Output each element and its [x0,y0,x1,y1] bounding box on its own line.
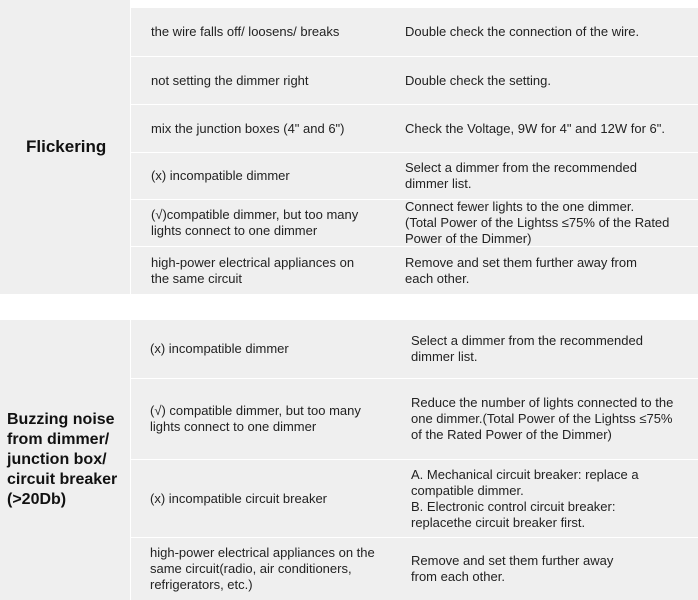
fix-text: A. Mechanical circuit breaker: replace a compatible dimmer. B. Electronic control circuit breaker: replacethe circuit breaker first. [411,466,639,530]
fix-cell [390,153,698,199]
fix-text: Select a dimmer from the recommended dimmer list. [411,333,643,364]
cause-text: (x) incompatible dimmer [151,168,290,183]
fix-cell [390,200,698,246]
cause-cell [131,538,389,600]
cause-text: (x) incompatible dimmer [150,341,289,356]
cause-cell [131,320,389,378]
cause-text: (x) incompatible circuit breaker [150,490,328,506]
fix-text: Double check the setting. [405,72,551,88]
cause-cell [131,57,389,104]
fix-cell [390,460,698,537]
section-label-cell [0,320,130,600]
table-row [131,153,698,199]
cause-text: not setting the dimmer right [151,72,309,88]
cause-cell [131,460,389,537]
table-row [131,57,698,104]
fix-cell [390,8,698,56]
cause-text: high-power electrical appliances on the same circuit(radio, air conditioners, refrigerators, etc.) [150,545,375,592]
cause-cell [131,200,389,246]
fix-cell [390,105,698,152]
fix-cell [390,247,698,294]
table-row [131,8,698,56]
cause-text: high-power electrical appliances on the same circuit [151,254,355,286]
cause-cell [131,379,389,459]
cause-text: (√)compatible dimmer, but too many lights connect to one dimmer [151,207,359,238]
cause-cell [131,8,389,56]
fix-text: Connect fewer lights to the one dimmer. (Total Power of the Lightss ≤75% of the Rated Power of the Dimmer) [405,199,670,246]
fix-text: Remove and set them further away from each other. [405,254,637,286]
table-row [131,460,698,537]
flickering-section [0,0,698,294]
table-row [131,538,698,600]
table-row [131,105,698,152]
cause-text: the wire falls off/ loosens/ breaks [151,24,340,39]
fix-text: Select a dimmer from the recommended dimmer list. [405,160,637,191]
table-row [131,247,698,294]
fix-text: Reduce the number of lights connected to the one dimmer.(Total Power of the Lightss ≤75% of the Rated Power of the Dimmer) [411,395,674,442]
fix-text: Remove and set them further away from each other. [411,553,614,584]
cause-cell [131,153,389,199]
cause-cell [131,105,389,152]
table-row [131,200,698,246]
fix-text: Double check the connection of the wire. [405,24,640,39]
cause-text: (√) compatible dimmer, but too many lights connect to one dimmer [150,403,361,434]
fix-text: Check the Voltage, 9W for 4" and 12W for 6". [405,120,665,136]
table-row [131,379,698,459]
section-label: Buzzing noise from dimmer/ junction box/ circuit breaker (>20Db) [7,411,118,508]
cause-text: mix the junction boxes (4" and 6") [151,120,345,136]
section-label-cell [0,0,130,294]
cause-cell [131,247,389,294]
section-label: Flickering [26,137,107,156]
fix-cell [390,57,698,104]
table-row [131,320,698,378]
buzzing-noise-section [0,320,698,600]
fix-cell [390,320,698,378]
fix-cell [390,379,698,459]
fix-cell [390,538,698,600]
